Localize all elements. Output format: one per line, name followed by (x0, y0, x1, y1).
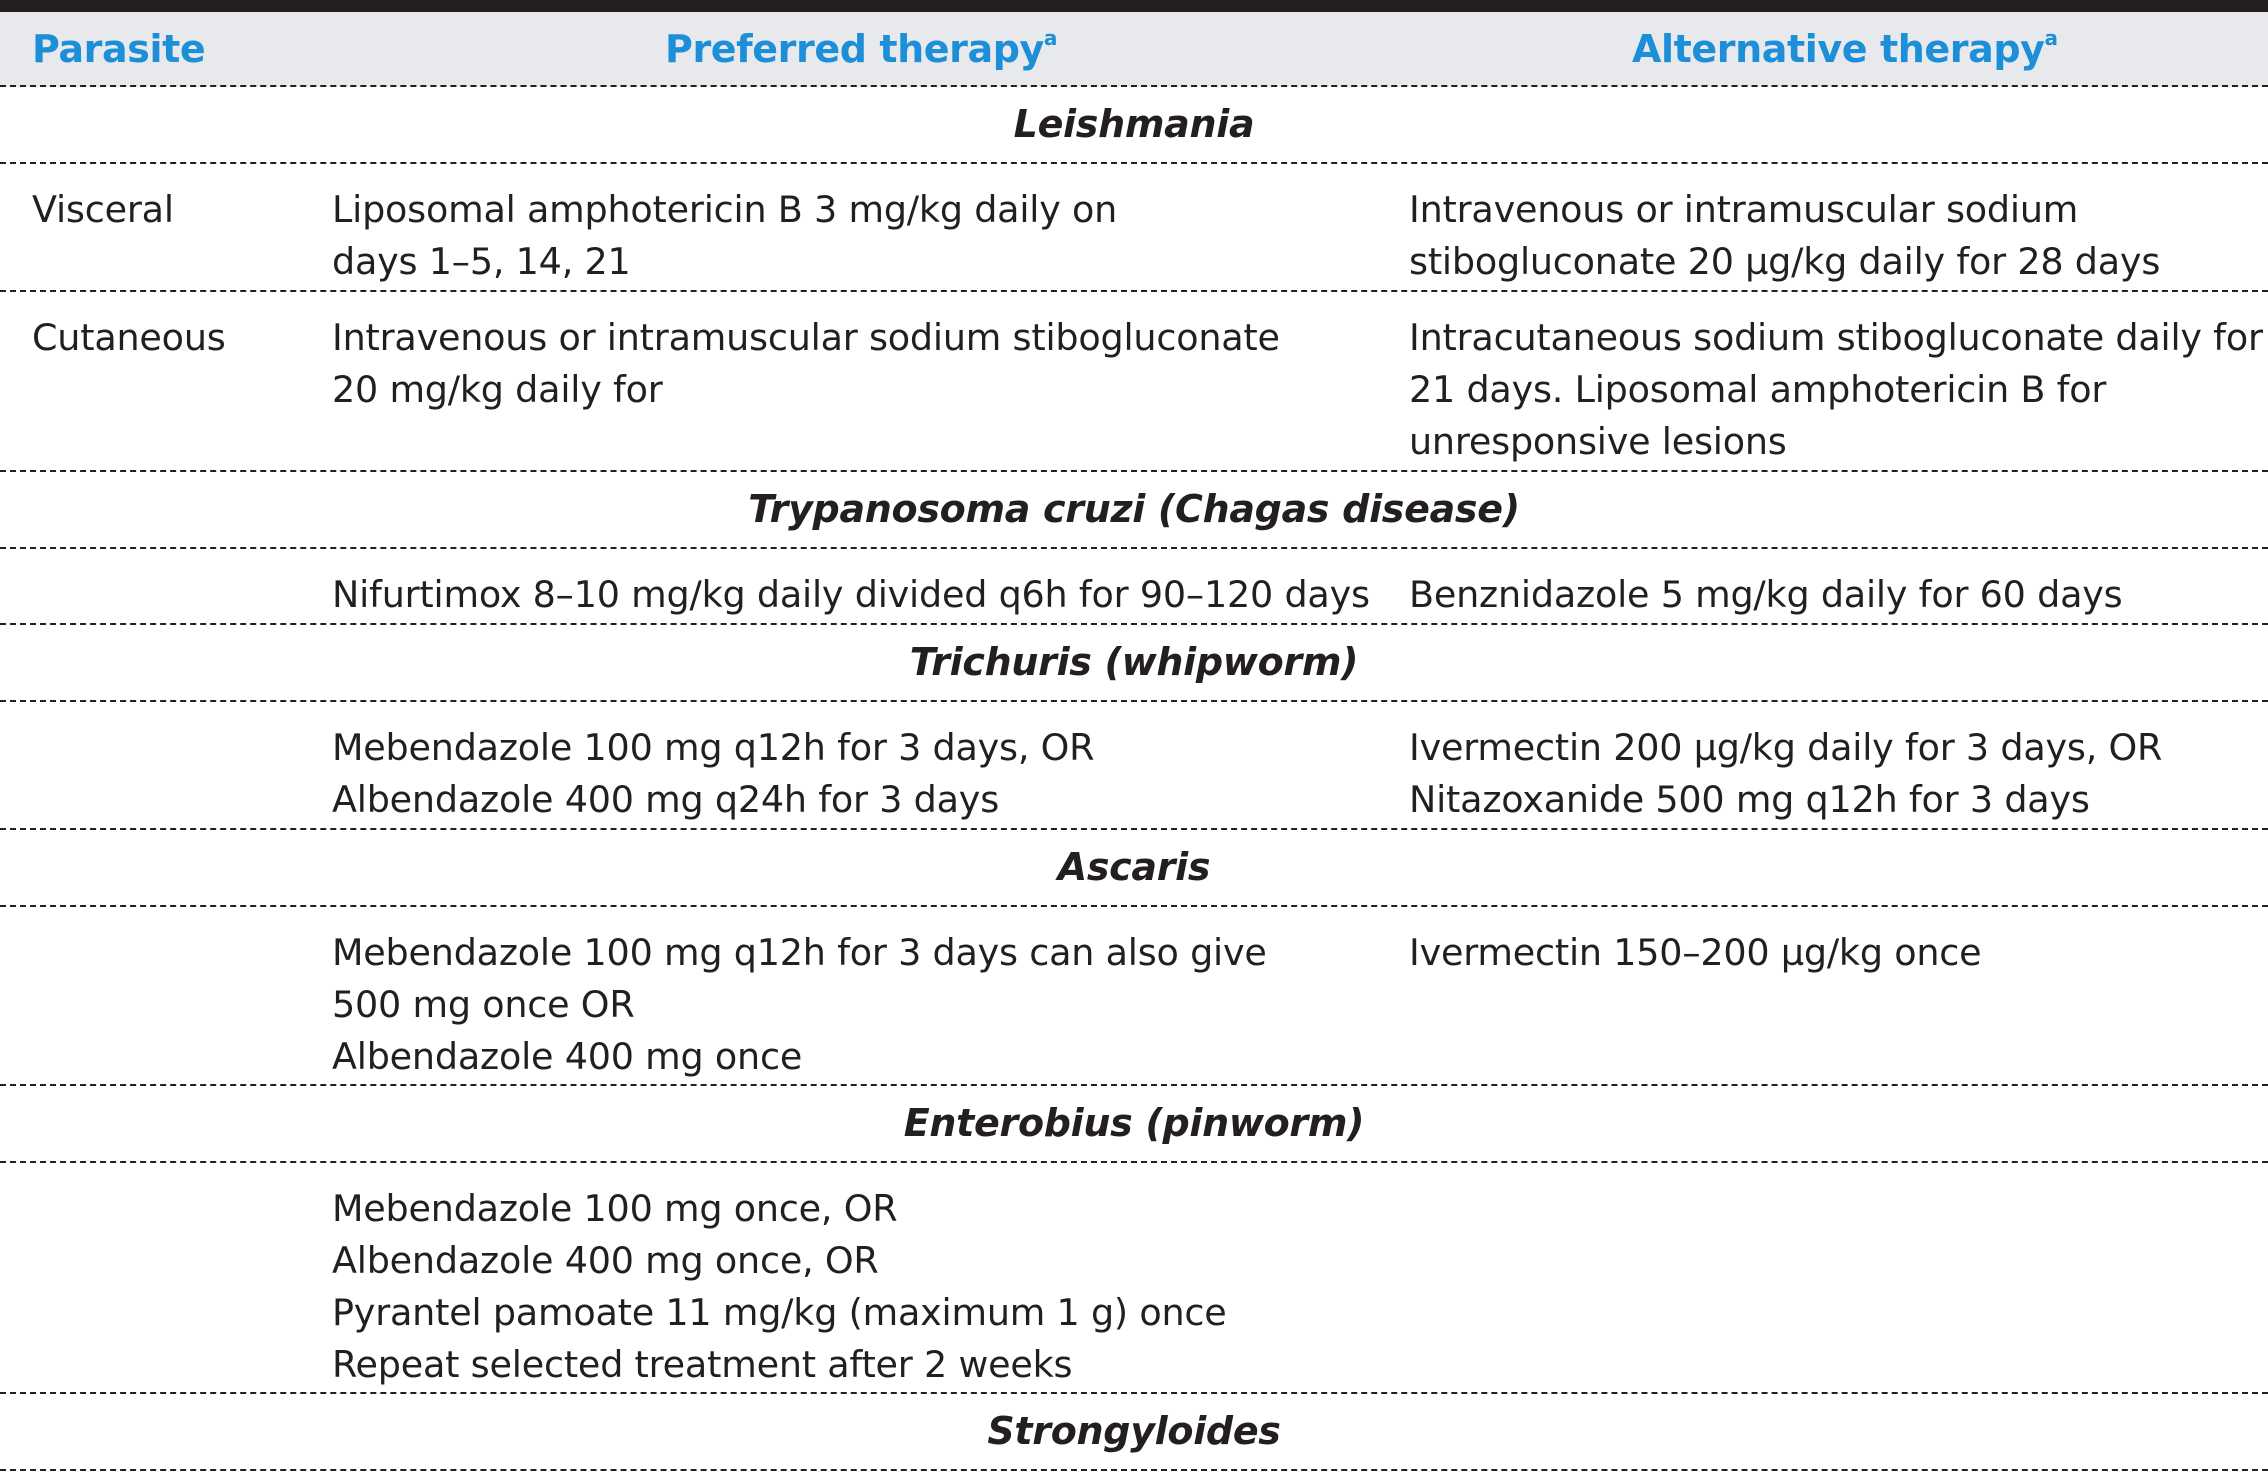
alternative-therapy-cell (1409, 312, 2263, 468)
therapy-line: Intracutaneous sodium stibogluconate daily for (1409, 316, 2263, 359)
section-heading: Ascaris (0, 830, 2268, 907)
therapy-line: Benznidazole 5 mg/kg daily for 60 days (1409, 573, 2123, 616)
preferred-therapy-cell (332, 569, 1370, 621)
therapy-line: Intravenous or intramuscular sodium (1409, 188, 2079, 231)
section-heading: Enterobius (pinworm) (0, 1086, 2268, 1163)
therapy-line: Albendazole 400 mg once, OR (332, 1239, 879, 1282)
header-alternative (1632, 27, 2058, 71)
therapy-line: Pyrantel pamoate 11 mg/kg (maximum 1 g) once (332, 1291, 1227, 1334)
parasite-cell: Cutaneous (32, 316, 226, 359)
therapy-line: Nifurtimox 8–10 mg/kg daily divided q6h for 90–120 days (332, 573, 1370, 616)
alternative-therapy-cell (1409, 569, 2122, 621)
therapy-line: Mebendazole 100 mg q12h for 3 days can also give (332, 931, 1267, 974)
header-parasite (32, 27, 205, 71)
therapy-line: days 1–5, 14, 21 (332, 240, 631, 283)
table-row (0, 292, 2268, 472)
table-header (0, 12, 2268, 87)
preferred-therapy-cell (332, 1183, 1227, 1391)
section-heading: Leishmania (0, 87, 2268, 164)
table-row (0, 164, 2268, 292)
therapy-line: Intravenous or intramuscular sodium stibogluconate (332, 316, 1280, 359)
therapy-line: Liposomal amphotericin B 3 mg/kg daily on (332, 188, 1118, 231)
section-heading: Trichuris (whipworm) (0, 625, 2268, 702)
table-row (0, 702, 2268, 830)
therapy-line: Albendazole 400 mg once (332, 1035, 803, 1078)
therapy-line: 500 mg once OR (332, 983, 635, 1026)
therapy-line: Nitazoxanide 500 mg q12h for 3 days (1409, 778, 2090, 821)
top-rule (0, 0, 2268, 12)
therapy-line: Ivermectin 200 µg/kg daily for 3 days, OR (1409, 726, 2163, 769)
parasite-cell: Visceral (32, 188, 174, 231)
therapy-line: stibogluconate 20 µg/kg daily for 28 days (1409, 240, 2161, 283)
header-preferred (665, 27, 1057, 71)
alternative-therapy-cell (1409, 927, 1981, 979)
preferred-therapy-cell (332, 312, 1280, 416)
section-heading: Trypanosoma cruzi (Chagas disease) (0, 472, 2268, 549)
therapy-line: unresponsive lesions (1409, 420, 1787, 463)
footnote-mark: a (2044, 26, 2058, 50)
alternative-therapy-cell (1409, 722, 2162, 826)
therapy-line: 20 mg/kg daily for (332, 368, 663, 411)
therapy-line: Repeat selected treatment after 2 weeks (332, 1343, 1073, 1386)
header-parasite-label: Parasite (32, 27, 206, 71)
preferred-therapy-cell (332, 722, 1094, 826)
therapy-line: 21 days. Liposomal amphotericin B for (1409, 368, 2107, 411)
therapy-line: Ivermectin 150–200 µg/kg once (1409, 931, 1982, 974)
table-row (0, 549, 2268, 625)
table-row (0, 1163, 2268, 1394)
footnote-mark: a (1043, 26, 1058, 50)
therapy-line: Albendazole 400 mg q24h for 3 days (332, 778, 1000, 821)
preferred-therapy-cell (332, 184, 1117, 288)
table-row (0, 907, 2268, 1086)
section-heading: Strongyloides (0, 1394, 2268, 1471)
alternative-therapy-cell (1409, 184, 2160, 288)
header-alternative-label: Alternative therapy (1632, 27, 2045, 71)
preferred-therapy-cell (332, 927, 1267, 1083)
therapy-line: Mebendazole 100 mg once, OR (332, 1187, 898, 1230)
therapy-line: Mebendazole 100 mg q12h for 3 days, OR (332, 726, 1095, 769)
header-preferred-label: Preferred therapy (665, 27, 1044, 71)
